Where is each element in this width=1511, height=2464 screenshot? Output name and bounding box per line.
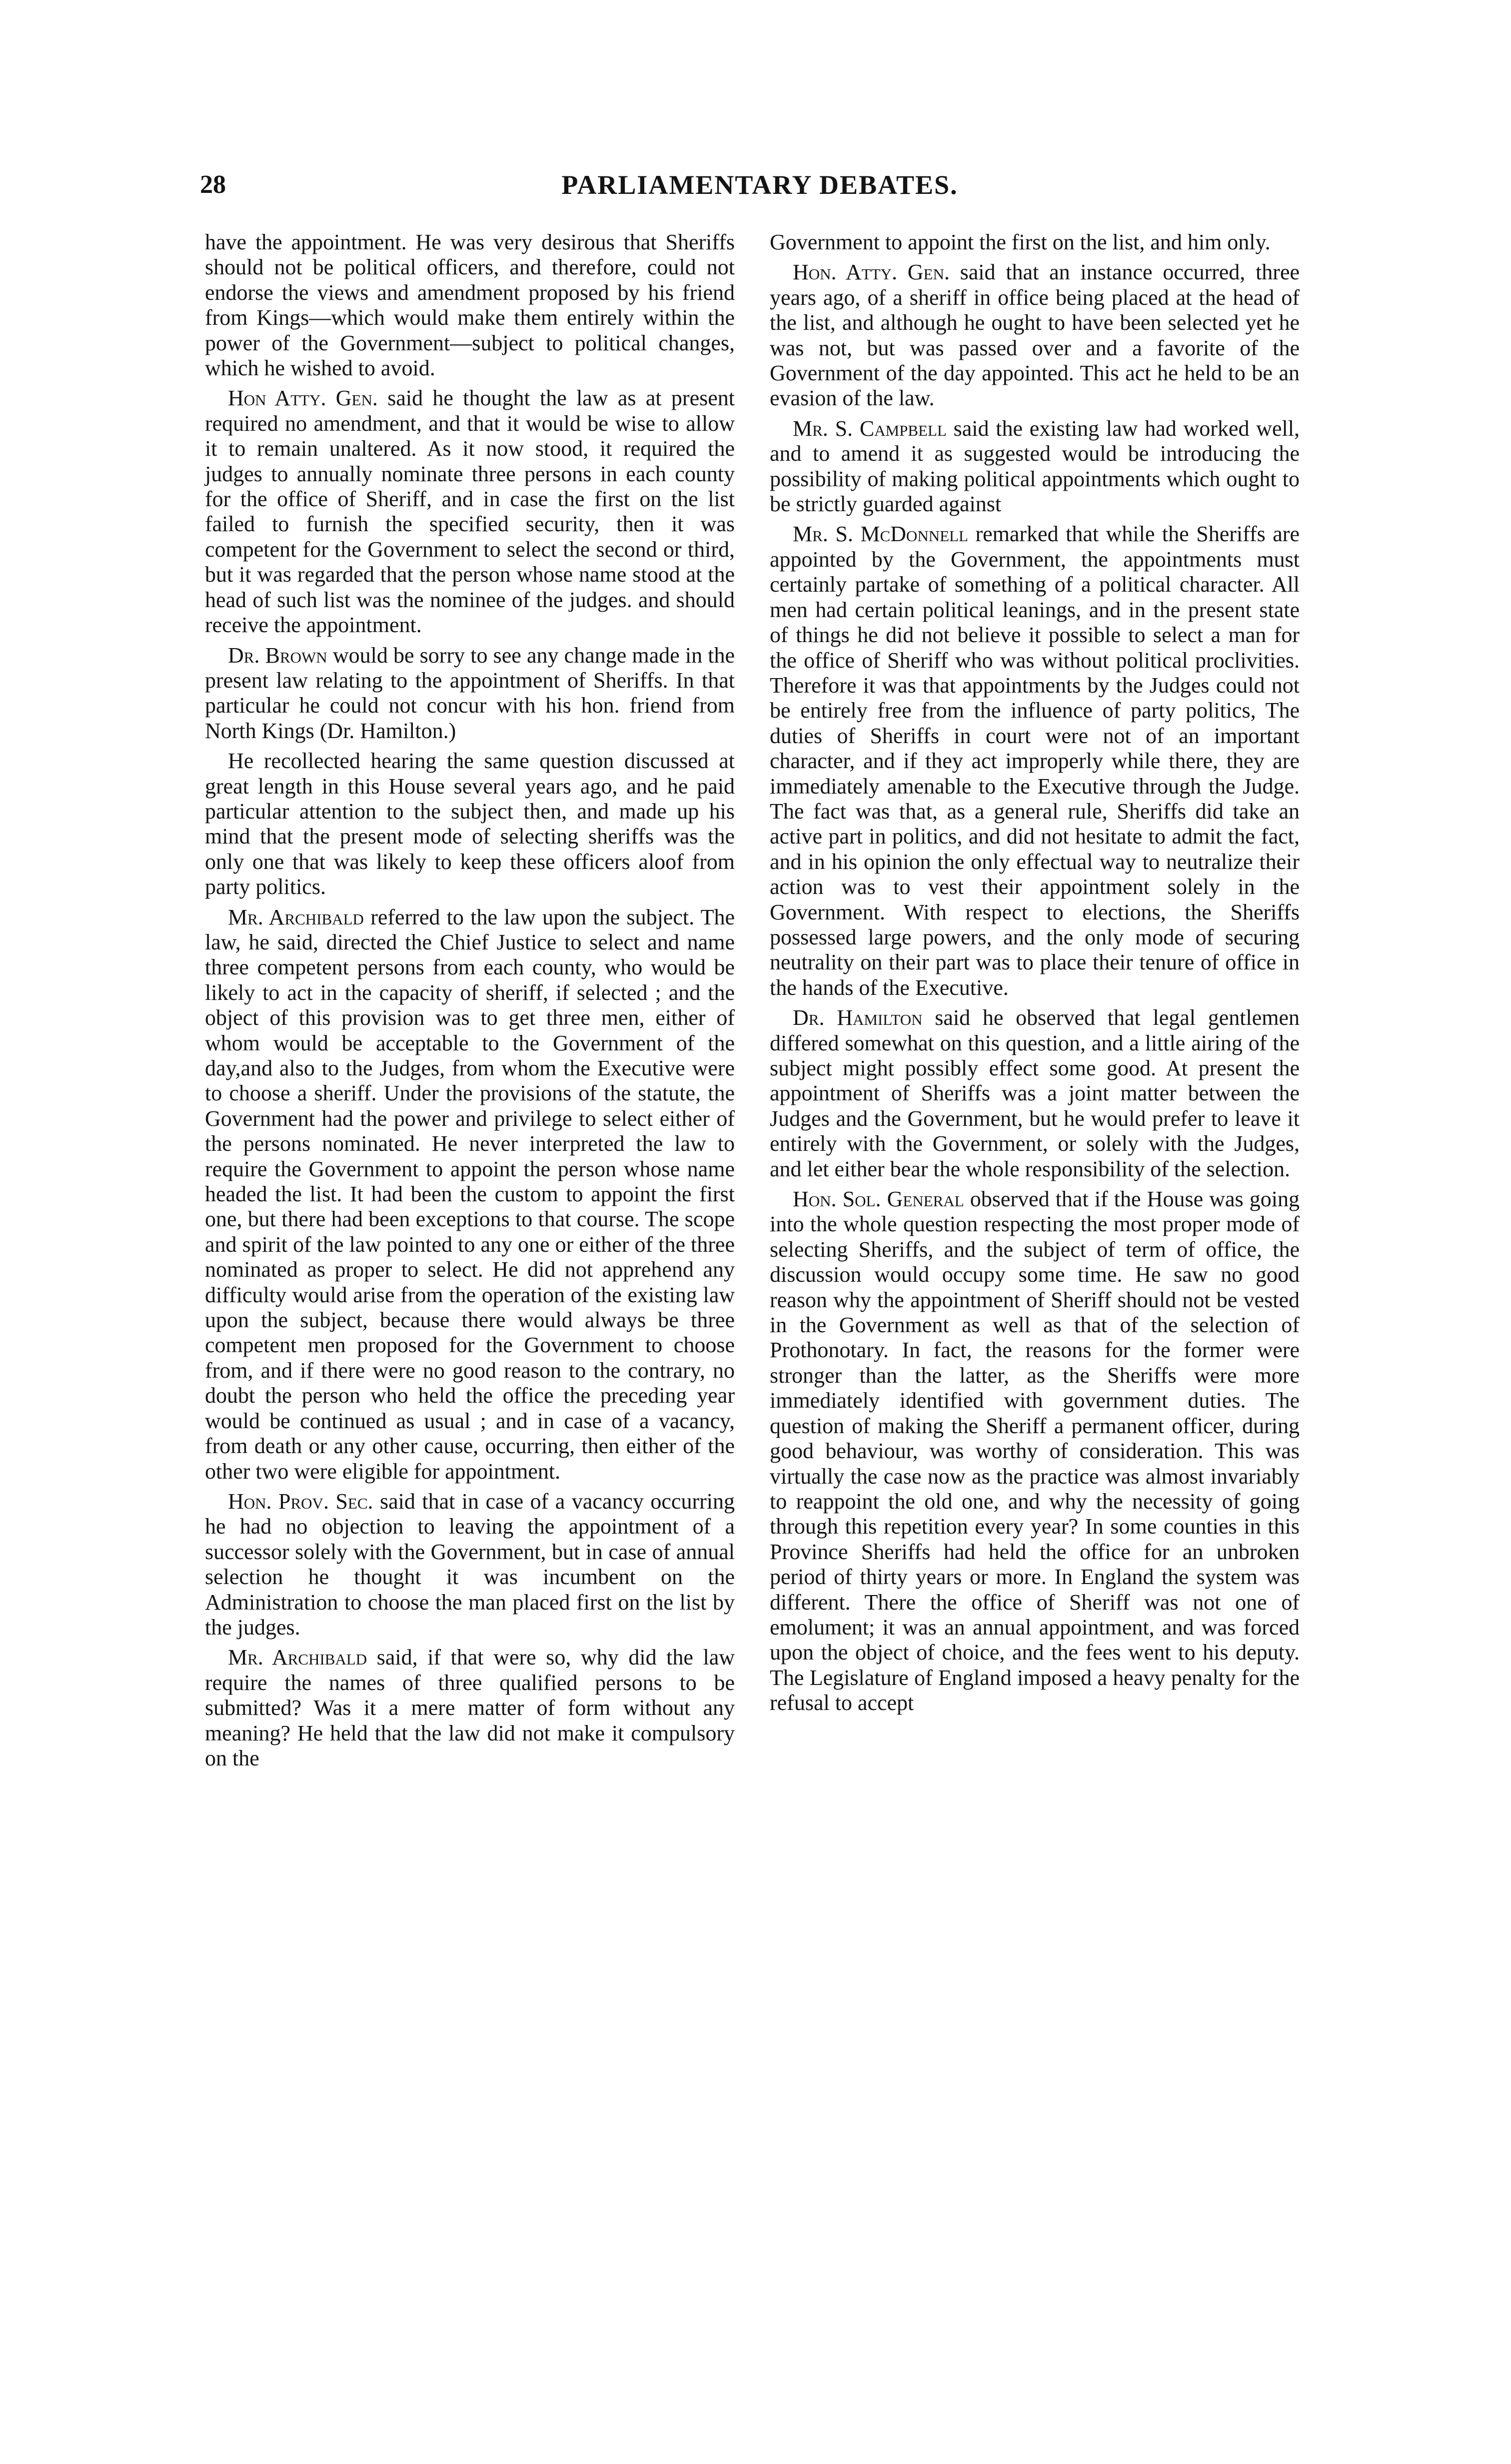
paragraph-text: said he observed that legal gentlemen differed somewhat on this question, and a little airing of the subject might possibly effect some good. At present the appointment of Sheriffs was a joint matter between the Judges and the Government, but he would prefer to leave it entirely with the Government, or solely with the Judges, and let either bear the whole responsibility of the selection. xyxy=(770,1005,1300,1181)
paragraph xyxy=(205,386,735,638)
speaker-name: Hon. Sol. General xyxy=(793,1187,964,1212)
speaker-name: Mr. S. McDonnell xyxy=(793,522,968,547)
paragraph xyxy=(770,230,1300,255)
paragraph-text: said he thought the law as at present required no amendment, and that it would be wise to allow it to remain unaltered. As it now stood, it required the judges to annually nominate three persons in each county for the office of Sheriff, and in case the first on the list failed to furnish the specified security, then it was competent for the Government to select the second or third, but it was regarded that the person whose name stood at the head of such list was the nominee of the judges. and should receive the appointment. xyxy=(205,386,735,638)
paragraph-text: said the existing law had worked well, and to amend it as suggested would be introducing the possibility of making political appointments which ought to be strictly guarded against xyxy=(770,416,1300,517)
speaker-name: Hon. Atty. Gen. xyxy=(793,260,950,285)
page-number: 28 xyxy=(200,170,226,199)
paragraph xyxy=(770,522,1300,1000)
paragraph-text: He recollected hearing the same question discussed at great length in this House several years ago, and he paid particular attention to the subject then, and made up his mind that the present mode of selecting sheriffs was the only one that was likely to keep these officers aloof from party politics. xyxy=(205,749,735,899)
paragraph-text: observed that if the House was going into the whole question respecting the most proper mode of selecting Sheriffs, and the subject of term of office, the discussion would occupy some time. He saw no good reason why the appointment of Sheriff should not be vested in the Government as well as that of the selection of Prothonotary. In fact, the reasons for the former were stronger than the latter, as the Sheriffs were more immediately identified with government duties. The question of making the Sheriff a permanent officer, during good behaviour, was worthy of consideration. This was virtually the case now as the practice was almost invariably to reappoint the old one, and why the necessity of going through this repetition every year? In some counties in this Province Sheriffs had held the office for an unbroken period of thirty years or more. In England the system was different. There the office of Sheriff was not one of emolument; it was an annual appointment, and was forced upon the object of choice, and the fees went to his deputy. The Legislature of England imposed a heavy penalty for the refusal to accept xyxy=(770,1187,1300,1715)
speaker-name: Mr. S. Campbell xyxy=(793,416,947,441)
right-column xyxy=(770,230,1300,1716)
paragraph xyxy=(205,905,735,1484)
paragraph xyxy=(205,1645,735,1771)
paragraph xyxy=(205,1489,735,1640)
speaker-name: Hon. Prov. Sec. xyxy=(228,1489,373,1514)
paragraph xyxy=(770,260,1300,411)
paragraph xyxy=(770,1005,1300,1182)
paragraph xyxy=(770,1187,1300,1716)
paragraph-text: said, if that were so, why did the law require the names of three qualified persons to be submitted? Was it a mere matter of form without any meaning? He held that the law did not make it compulsory on the xyxy=(205,1645,735,1770)
paragraph-text: said that in case of a vacancy occurring he had no objection to leaving the appointment of a successor solely with the Government, but in case of annual selection he thought it was incumbent on the Administration to choose the man placed first on the list by the judges. xyxy=(205,1489,735,1640)
paragraph xyxy=(770,416,1300,517)
paragraph-text: Government to appoint the first on the list, and him only. xyxy=(770,230,1271,254)
paragraph-text: would be sorry to see any change made in the present law relating to the appointment of Sheriffs. In that particular he could not concur with his hon. friend from North Kings (Dr. Hamilton.) xyxy=(205,643,735,743)
running-head: PARLIAMENTARY DEBATES. xyxy=(561,170,958,200)
paragraph xyxy=(205,230,735,381)
paragraph-text: said that an instance occurred, three years ago, of a sheriff in office being placed at the head of the list, and although he ought to have been selected yet he was not, but was passed over and a favorite of the Government of the day appointed. This act he held to be an evasion of the law. xyxy=(770,260,1300,411)
speaker-name: Dr. Hamilton xyxy=(793,1005,923,1030)
speaker-name: Mr. Archibald xyxy=(228,1645,367,1670)
speaker-name: Mr. Archibald xyxy=(228,904,364,929)
paragraph-text: remarked that while the Sheriffs are appointed by the Government, the appointments must certainly partake of something of a political character. All men had certain political leanings, and in the present state of things he did not believe it possible to select a man for the office of Sheriff who was without political proclivities. Therefore it was that appointments by the Judges could not be entirely free from the influence of party politics, The duties of Sheriffs in court were not of an important character, and if they act improperly while there, they are immediately amenable to the Executive through the Judge. The fact was that, as a general rule, Sheriffs did take an active part in politics, and did not hesitate to admit the fact, and in his opinion the only effectual way to neutralize their action was to vest their appointment solely in the Government. With respect to elections, the Sheriffs possessed large powers, and the only mode of securing neutrality on their part was to place their tenure of office in the hands of the Executive. xyxy=(770,522,1300,1000)
paragraph-text: referred to the law upon the subject. The law, he said, directed the Chief Justice to select and name three competent persons from each county, who would be likely to act in the capacity of sheriff, if selected ; and the object of this provision was to get three men, either of whom would be acceptable to the Government of the day,and also to the Judges, from whom the Executive were to choose a sheriff. Under the provisions of the statute, the Government had the power and privilege to select either of the persons nominated. He never interpreted the law to require the Government to appoint the person whose name headed the list. It had been the custom to appoint the first one, but there had been exceptions to that course. The scope and spirit of the law pointed to any one or either of the three nominated as proper to select. He did not apprehend any difficulty would arise from the operation of the existing law upon the subject, because there would always be three competent men proposed for the Government to choose from, and if there were no good reason to the contrary, no doubt the person who held the office the preceding year would be continued as usual ; and in case of a vacancy, from death or any other cause, occurring, then either of the other two were eligible for appointment. xyxy=(205,904,735,1484)
speaker-name: Hon Atty. Gen. xyxy=(228,386,378,411)
paragraph xyxy=(205,643,735,744)
paragraph xyxy=(205,749,735,899)
speaker-name: Dr. Brown xyxy=(228,643,327,668)
page-header xyxy=(200,165,1320,205)
paragraph-text: have the appointment. He was very desirous that Sheriffs should not be political officers, and therefore, could not endorse the views and amendment proposed by his friend from Kings—which would make them entirely within the power of the Government—subject to political changes, which he wished to avoid. xyxy=(205,230,735,381)
left-column xyxy=(205,230,735,1771)
